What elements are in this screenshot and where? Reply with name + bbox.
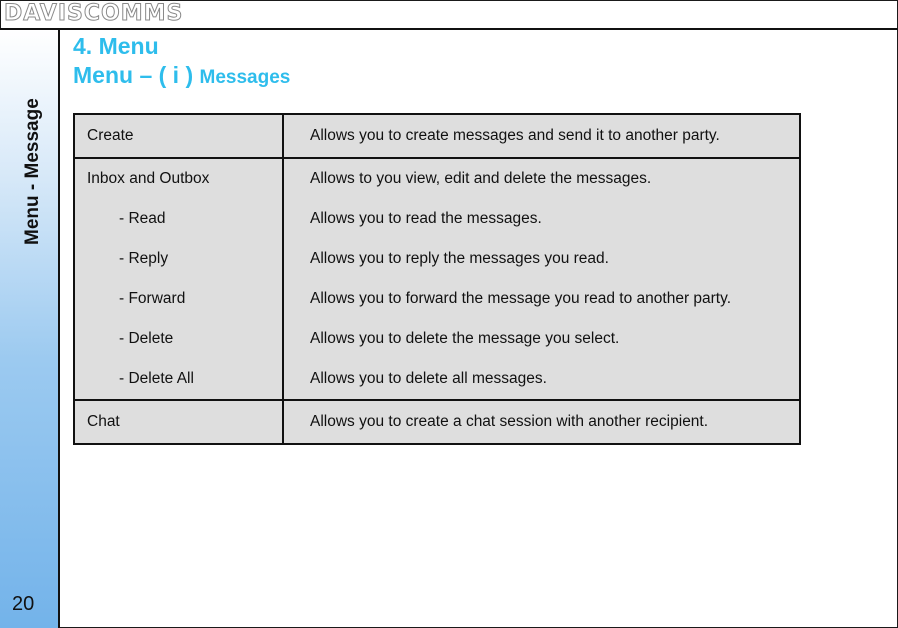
- subheading-main: Menu – ( i ): [73, 62, 200, 88]
- menu-item-label: Create: [74, 114, 283, 158]
- table-row: [74, 199, 800, 239]
- menu-item-description: Allows to you view, edit and delete the messages.: [283, 158, 800, 199]
- menu-subitem-label: - Forward: [74, 279, 283, 319]
- menu-item-description: Allows you to delete the message you select.: [310, 330, 620, 347]
- menu-subitem-label: - Read: [74, 199, 283, 239]
- daviscomms-logo: DAVISCOMMS: [4, 1, 184, 26]
- table-row: [74, 400, 800, 444]
- menu-item-description: Allows you to create messages and send it to another party.: [310, 127, 720, 144]
- subheading-sub: Messages: [199, 67, 291, 88]
- menu-item-label: Inbox and Outbox: [74, 158, 283, 199]
- menu-item-description: Allows you to delete all messages.: [310, 370, 547, 387]
- menu-subitem-label: - Delete: [74, 319, 283, 359]
- table-row: [74, 158, 800, 199]
- sidebar-title: Menu - Message: [22, 98, 43, 245]
- page-header: [0, 0, 898, 30]
- table-row: [74, 359, 800, 400]
- menu-item-description: Allows you to read the messages.: [310, 210, 542, 227]
- subsection-heading: [73, 62, 290, 89]
- menu-item-description: Allows you to reply the messages you read.: [310, 250, 609, 267]
- page-number: 20: [12, 593, 35, 615]
- table-row: [74, 279, 800, 319]
- table-row: [74, 319, 800, 359]
- table-row: [74, 114, 800, 158]
- table-row: [74, 239, 800, 279]
- menu-item-description: Allows you to create a chat session with another recipient.: [283, 400, 800, 444]
- menu-subitem-label: - Reply: [74, 239, 283, 279]
- menu-item-description: Allows you to forward the message you read to another party.: [310, 290, 732, 307]
- menu-subitem-label: - Delete All: [74, 359, 283, 400]
- menu-item-label: Chat: [74, 400, 283, 444]
- sidebar: [0, 30, 60, 628]
- section-heading: 4. Menu: [73, 33, 159, 59]
- menu-table: [73, 113, 801, 445]
